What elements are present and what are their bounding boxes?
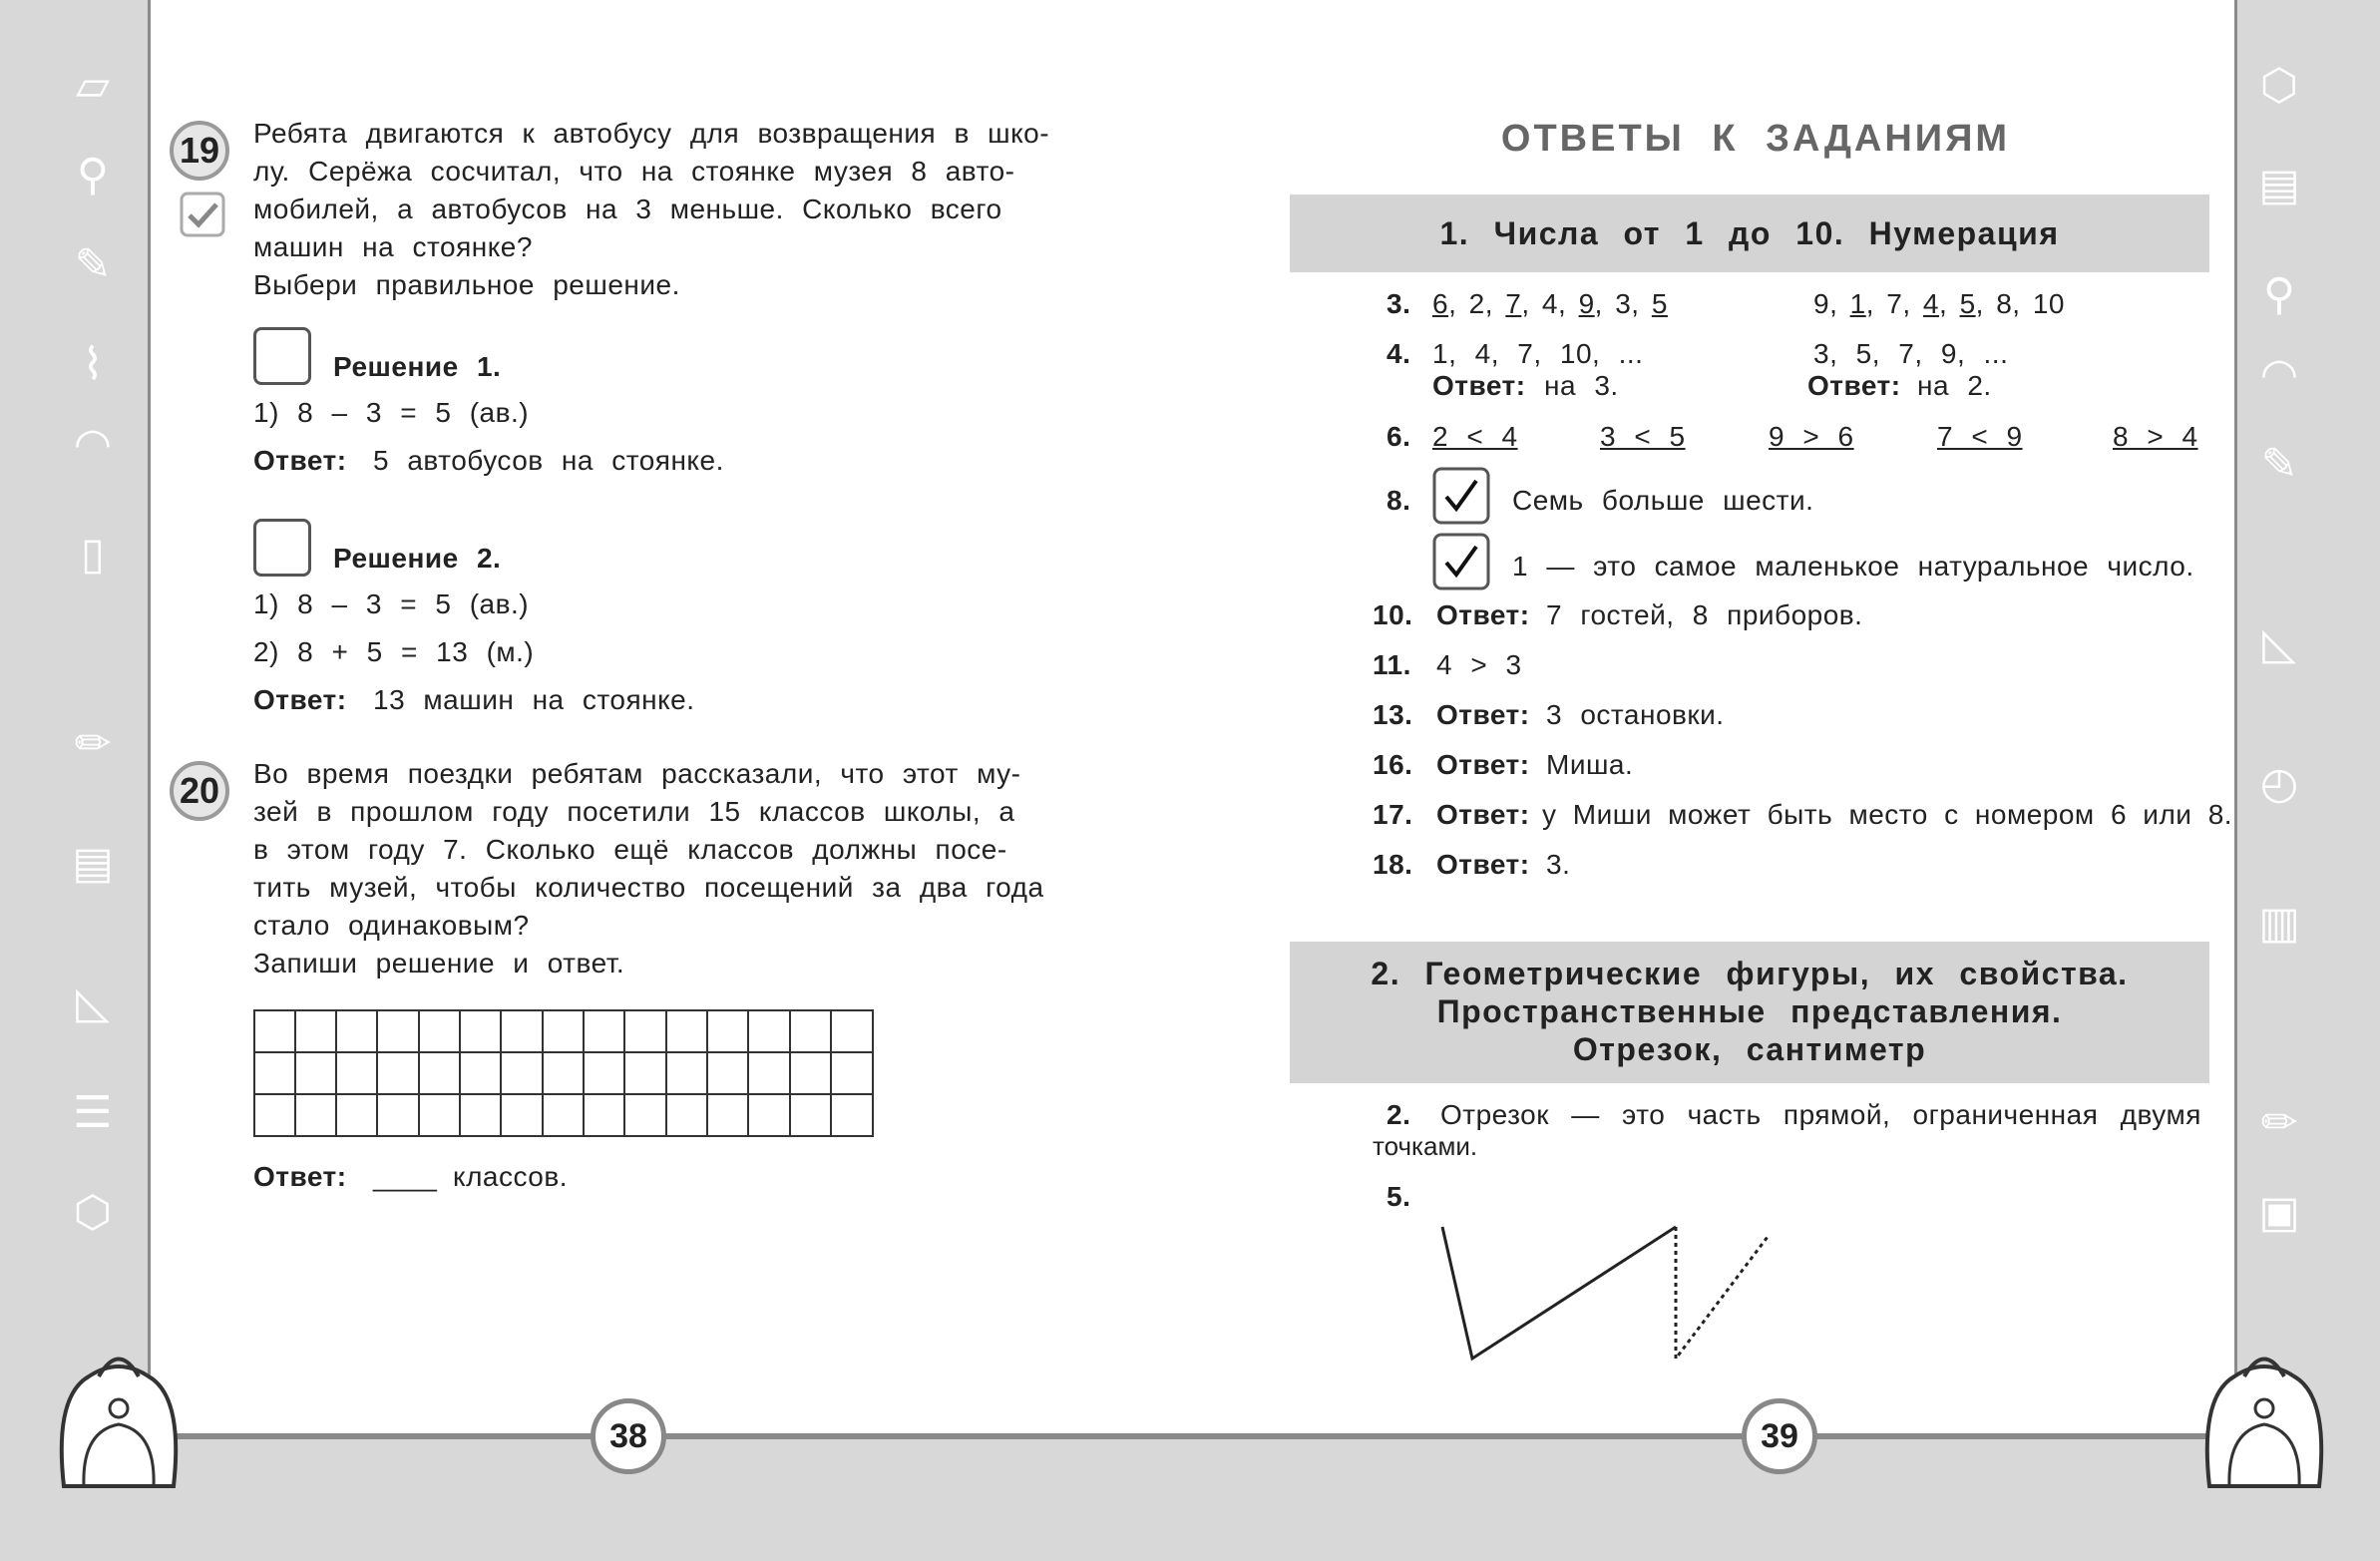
solution2-step1: 1) 8 – 3 = 5 (ав.) — [253, 588, 530, 619]
notebook-icon: ▥ — [2258, 898, 2300, 949]
answer-4-left-answer: на 3. — [1544, 370, 1619, 401]
backpack-left-icon — [44, 1337, 194, 1496]
answer-4-right-answer-label: Ответ: — [1807, 370, 1901, 401]
solution2-answer-text: 13 машин на стоянке. — [373, 684, 695, 715]
answer-16-number: 16. — [1373, 749, 1413, 780]
answer-4-left-sequence: 1, 4, 7, 10, ... — [1432, 338, 1644, 369]
comparison-item: 7 < 9 — [1937, 421, 2023, 452]
pushpin-icon: ⚲ — [2262, 269, 2296, 320]
answer-3-right-sequence: 9, 1, 7, 4, 5, 8, 10 — [1813, 288, 2065, 319]
s2-answer-2-text-line-2: точками. — [1373, 1131, 1478, 1161]
protractor-icon: ◠ — [73, 419, 113, 470]
answer-3-number: 3. — [1387, 288, 1411, 319]
task-number-badge: 20 — [170, 761, 229, 821]
answer-8-check1-text: Семь больше шести. — [1512, 485, 1814, 516]
seq-item: 8 — [1996, 288, 2013, 319]
solution1-checkbox[interactable] — [253, 327, 311, 385]
answer-6-number: 6. — [1387, 421, 1411, 452]
seq-item: 9 — [1578, 288, 1595, 319]
s2-answer-2-number: 2. — [1387, 1099, 1411, 1130]
answer-10-text: 7 гостей, 8 приборов. — [1546, 599, 1863, 630]
page-number-left: 38 — [591, 1398, 666, 1474]
seq-item: 3 — [1615, 288, 1632, 319]
task20-answer-blank[interactable]: ____ — [373, 1161, 438, 1192]
seq-item: 5 — [1651, 288, 1668, 319]
answer-18-text: 3. — [1546, 849, 1571, 880]
task19-text-line-4: машин на стоянке? — [253, 231, 533, 262]
answer-grid[interactable] — [253, 1009, 874, 1137]
s2-answer-5-number: 5. — [1387, 1181, 1411, 1212]
task19-text-line-1: Ребята двигаются к автобусу для возвращения в шко- — [253, 118, 1050, 149]
seq-item: 1 — [1849, 288, 1866, 319]
page-number-right: 39 — [1742, 1398, 1817, 1474]
notepad-icon: ▤ — [72, 838, 114, 889]
answer-11-text: 4 > 3 — [1436, 649, 1522, 680]
answer-8-check2-text: 1 — это самое маленькое натуральное число. — [1512, 551, 2194, 582]
answer-4-number: 4. — [1387, 338, 1411, 369]
answer-8-number: 8. — [1387, 485, 1411, 516]
backpack-right-icon — [2189, 1337, 2339, 1496]
comparison-item: 3 < 5 — [1600, 421, 1686, 452]
task19-instruction: Выбери правильное решение. — [253, 269, 680, 300]
ruler-icon: ▯ — [80, 529, 106, 580]
answer-17-label: Ответ: — [1436, 799, 1530, 830]
task19-text-line-2: лу. Серёжа сосчитал, что на стоянке музея 8 авто- — [253, 156, 1015, 187]
solution1-answer-text: 5 автобусов на стоянке. — [373, 445, 724, 476]
checked-box-icon — [1432, 533, 1490, 590]
task20-text-line-2: зей в прошлом году посетили 15 классов школы, а — [253, 796, 1015, 827]
answer-3-left-sequence: 6, 2, 7, 4, 9, 3, 5 — [1432, 288, 1668, 319]
book-icon: ▣ — [2258, 1187, 2300, 1238]
seq-item: 7 — [1505, 288, 1522, 319]
solution2-title: Решение 2. — [333, 543, 502, 574]
solution1-answer-label: Ответ: — [253, 445, 347, 476]
answer-17-text: у Миши может быть место с номером 6 или 8. — [1542, 799, 2233, 830]
seq-item: 4 — [1541, 288, 1558, 319]
answer-4-left-answer-label: Ответ: — [1432, 370, 1526, 401]
comparison-item: 2 < 4 — [1432, 421, 1518, 452]
solution2-step2: 2) 8 + 5 = 13 (м.) — [253, 636, 535, 667]
set-square-icon: ◺ — [76, 977, 110, 1028]
books-icon: ☰ — [73, 1087, 113, 1138]
checked-box-icon — [1432, 467, 1490, 525]
pushpin-icon: ⚲ — [76, 150, 110, 200]
section2-heading-line-1: 2. Геометрические фигуры, их свойства. — [1371, 956, 2129, 991]
sharpener-icon: ⬡ — [2259, 60, 2299, 111]
answer-18-number: 18. — [1373, 849, 1413, 880]
comparison-item: 8 > 4 — [2113, 421, 2198, 452]
s2-answer-2-text-line-1: Отрезок — это часть прямой, ограниченная двумя — [1440, 1099, 2201, 1130]
task-number-badge: 19 — [170, 121, 229, 181]
answers-title: ОТВЕТЫ К ЗАДАНИЯМ — [1500, 118, 2011, 160]
notepad-icon: ▤ — [2258, 160, 2300, 210]
seq-item: 10 — [2032, 288, 2065, 319]
answer-16-label: Ответ: — [1436, 749, 1530, 780]
alarm-clock-icon: ◴ — [2259, 758, 2299, 809]
seq-item: 7 — [1886, 288, 1903, 319]
seq-item: 5 — [1959, 288, 1976, 319]
seq-item: 9 — [1813, 288, 1830, 319]
sharpener-icon: ⬡ — [73, 1187, 113, 1238]
eraser-icon: ▱ — [76, 60, 110, 111]
answer-10-label: Ответ: — [1436, 599, 1530, 630]
section2-heading-line-2: Пространственные представления. — [1436, 993, 2063, 1029]
task20-answer-label: Ответ: — [253, 1161, 347, 1192]
section1-heading: 1. Числа от 1 до 10. Нумерация — [1439, 215, 2060, 251]
protractor-icon: ◠ — [2259, 349, 2299, 400]
comparison-item: 9 > 6 — [1769, 421, 1854, 452]
task20-text-line-1: Во время поездки ребятам рассказали, что этот му- — [253, 758, 1021, 789]
task20-text-line-5: стало одинаковым? — [253, 910, 530, 941]
set-square-icon: ◺ — [2262, 618, 2296, 669]
answer-13-number: 13. — [1373, 699, 1413, 730]
left-margin-icons — [58, 60, 138, 1357]
right-margin-icons — [2244, 60, 2324, 1357]
bottom-rule — [148, 1433, 2237, 1439]
answer-4-right-sequence: 3, 5, 7, 9, ... — [1813, 338, 2009, 369]
answer-13-label: Ответ: — [1436, 699, 1530, 730]
broken-line-drawing — [1426, 1217, 1785, 1366]
answer-10-number: 10. — [1373, 599, 1413, 630]
seq-item: 6 — [1432, 288, 1449, 319]
answer-17-number: 17. — [1373, 799, 1413, 830]
solution1-title: Решение 1. — [333, 351, 502, 382]
pencil-icon: ✏ — [74, 718, 112, 769]
paperclip-icon: ⌇ — [82, 339, 104, 390]
solution2-checkbox[interactable] — [253, 519, 311, 577]
task20-answer-unit: классов. — [453, 1161, 569, 1192]
solution2-answer-label: Ответ: — [253, 684, 347, 715]
answer-16-text: Миша. — [1546, 749, 1634, 780]
answer-4-right-answer: на 2. — [1917, 370, 1992, 401]
seq-item: 4 — [1922, 288, 1939, 319]
pencil-icon: ✏ — [2260, 1097, 2298, 1148]
pen-icon: ✎ — [74, 239, 112, 290]
solution1-step1: 1) 8 – 3 = 5 (ав.) — [253, 397, 530, 428]
task20-text-line-4: тить музей, чтобы количество посещений за два года — [253, 872, 1044, 903]
checkmark-icon — [180, 192, 225, 237]
section2-heading-line-3: Отрезок, сантиметр — [1572, 1031, 1927, 1067]
seq-item: 2 — [1468, 288, 1485, 319]
answer-18-label: Ответ: — [1436, 849, 1530, 880]
answer-13-text: 3 остановки. — [1546, 699, 1725, 730]
task20-text-line-3: в этом году 7. Сколько ещё классов должны посе- — [253, 834, 1007, 865]
task19-text-line-3: мобилей, а автобусов на 3 меньше. Сколько всего — [253, 194, 1002, 224]
pen-icon: ✎ — [2260, 439, 2298, 490]
task20-instruction: Запиши решение и ответ. — [253, 948, 625, 978]
answer-11-number: 11. — [1373, 649, 1411, 680]
